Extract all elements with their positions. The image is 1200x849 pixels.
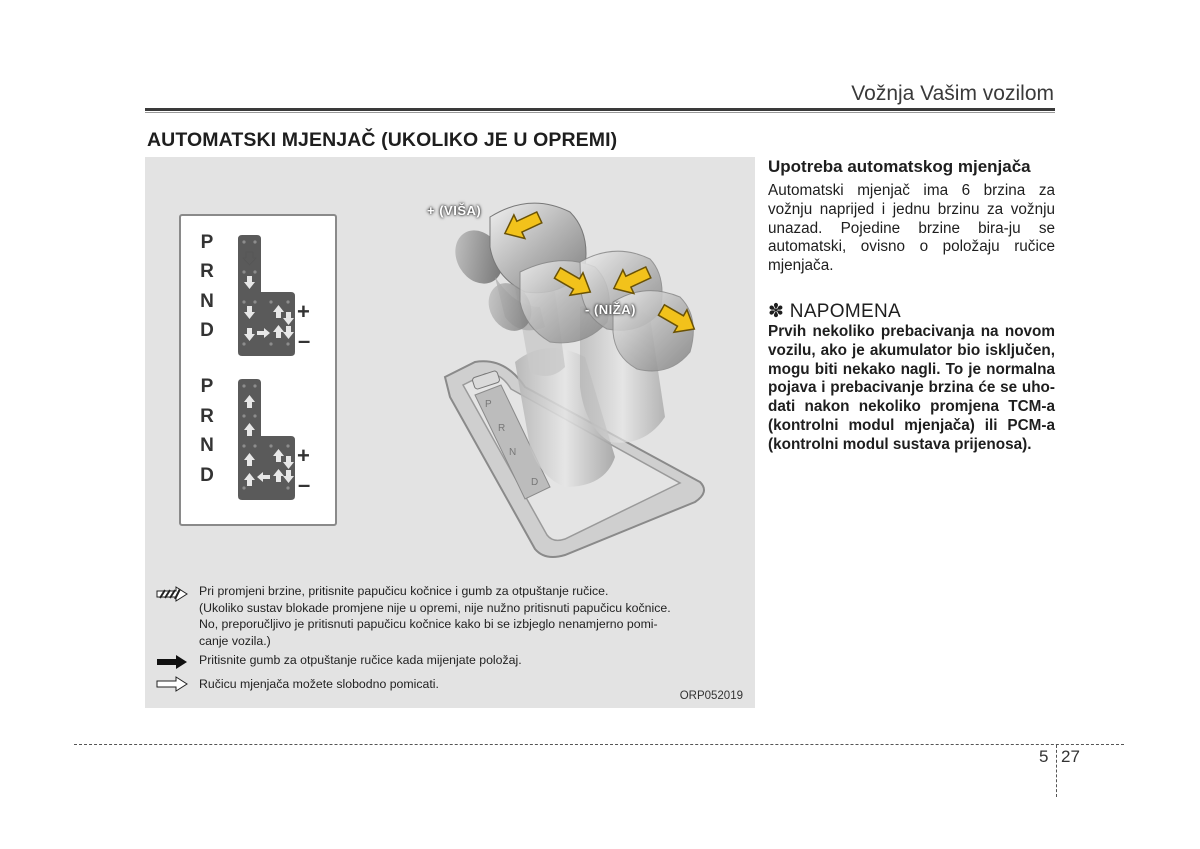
callout-downshift: - (NIŽA) (585, 302, 636, 317)
gate-letter-p: P (200, 232, 214, 253)
console-letter-n: N (509, 447, 517, 458)
page-header-title: Vožnja Vašim vozilom (851, 82, 1054, 105)
legend-line: No, preporučljivo je pritisnuti papučicu kočnice kako bi se izbjeglo nenamjerno pomi- (199, 617, 658, 631)
gate-minus: – (298, 472, 311, 497)
note-heading: ✽ NAPOMENA (768, 300, 901, 322)
content-column (768, 157, 1055, 455)
figure-code: ORP052019 (679, 690, 743, 702)
body-paragraph: Automatski mjenjač ima 6 brzina za vožnju naprijed i jednu brzinu za vožnju unazad. Pojedine brzine bira-ju se automatski, ovisno o položaju ručice mjenjača. (768, 182, 1055, 275)
shift-figure (145, 157, 755, 708)
footer-rule (74, 744, 1124, 745)
header-rule (145, 108, 1055, 111)
legend-item-brake (199, 583, 751, 649)
page-number-divider (1056, 745, 1057, 797)
console-letter-r: R (498, 423, 506, 434)
outline-arrow-icon (156, 676, 188, 692)
legend-line: (Ukoliko sustav blokade promjene nije u opremi, nije nužno pritisnuti papučicu kočnice. (199, 600, 671, 615)
gate-letter-d: D (200, 465, 214, 486)
gate-letter-r: R (200, 261, 214, 282)
hatched-arrow-icon (156, 586, 188, 602)
console-letter-p: P (485, 399, 492, 410)
subheading: Upotreba automatskog mjenjača (768, 157, 1031, 176)
note-text: Prvih nekoliko prebacivanja na novom vozilu, ako je akumulator bio isključen, mogu biti nekako nagli. To je normalna pojava i prebacivanje brzina će se uho-dati nakon nekoliko promjena TCM-a (kontrolni modul mjenjača) ili PCM-a (kontrolni modul sustava prijenosa). (768, 322, 1055, 453)
legend-line: canje vozila.) (199, 633, 271, 648)
gate-letter-n: N (200, 435, 214, 456)
shift-pattern-panel (179, 214, 337, 526)
callout-upshift: + (VIŠA) (427, 203, 482, 218)
shift-gate-top (235, 234, 305, 359)
gate-letter-p: P (200, 376, 214, 397)
page-number: 27 (1061, 747, 1080, 766)
chapter-number: 5 (1039, 747, 1049, 766)
gate-letter-r: R (200, 406, 214, 427)
console-letter-d: D (531, 477, 539, 488)
legend-line: Pri promjeni brzine, pritisnite papučicu kočnice i gumb za otpuštanje ručice. (199, 584, 609, 598)
legend-item-free-move: Ručicu mjenjača možete slobodno pomicati. (199, 677, 439, 691)
section-title: AUTOMATSKI MJENJAČ (UKOLIKO JE U OPREMI) (147, 129, 618, 151)
shift-gate-bottom (235, 378, 305, 503)
gate-letter-n: N (200, 291, 214, 312)
gate-letter-d: D (200, 320, 214, 341)
legend-item-release-button: Pritisnite gumb za otpuštanje ručice kada mijenjate položaj. (199, 653, 522, 667)
gate-minus: – (298, 328, 311, 353)
gate-plus: + (297, 443, 310, 468)
solid-arrow-icon (156, 654, 188, 670)
gate-plus: + (297, 299, 310, 324)
header-rule-thin (145, 112, 1055, 113)
